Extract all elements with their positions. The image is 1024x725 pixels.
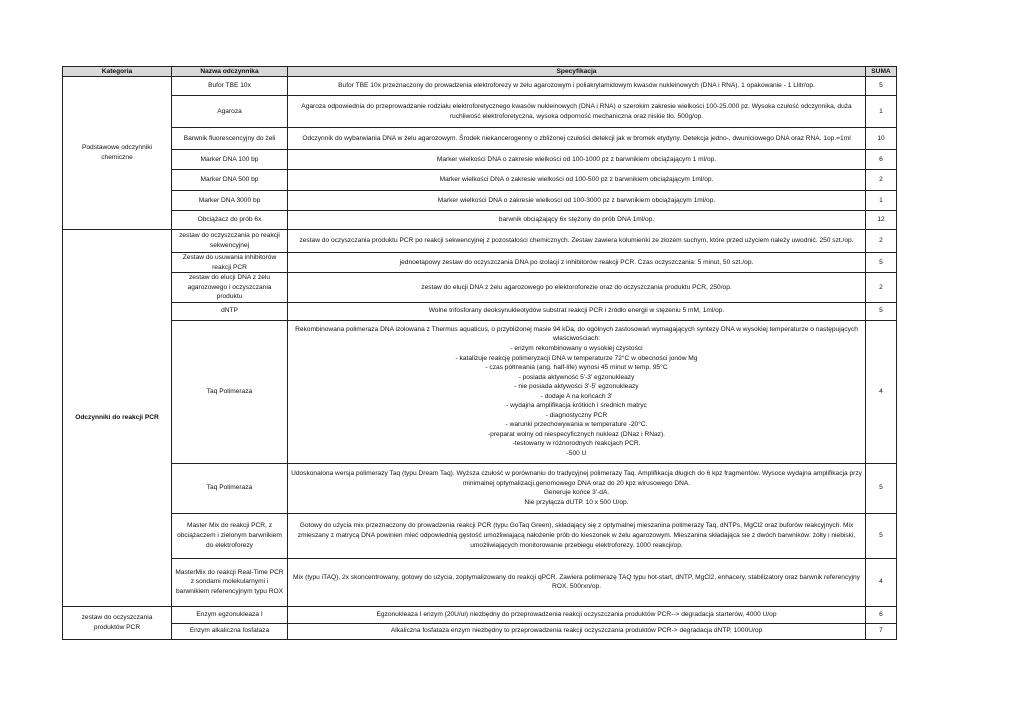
specification-cell: Udoskonalona wersja polimerazy Taq (typu Dream Taq). Wyższa czułość w porównaniu do tradycyjnej polimerazy Taq. Amplifikacja długich do 6 kpz fragmentów. Wysoce wydajna amplifikacja przy minimalnej optymalizacji.genomowego DNA oraz do 20 kpz wirusowego DNA. Generuje końce 3'-dA. Nie przyłącza dUTP. 10 x 500 U/op. — [288, 463, 866, 513]
reagent-name-cell: Marker DNA 500 bp — [172, 170, 288, 191]
quantity-cell: 10 — [866, 128, 897, 150]
category-cell: Podstawowe odczynniki chemiczne — [63, 77, 172, 230]
specification-cell: Bufor TBE 10x przeznaczony do prowadzenia elektroforezy w żelu agarozowym i poliakrylamidowym kwasów nukleinowych (DNA i RNA). 1 opakowanie - 1 Llitr/op. — [288, 77, 866, 96]
quantity-cell: 2 — [866, 273, 897, 303]
quantity-cell: 4 — [866, 320, 897, 463]
reagent-name-cell: dNTP — [172, 302, 288, 320]
quantity-cell: 12 — [866, 211, 897, 230]
quantity-cell: 5 — [866, 253, 897, 273]
quantity-cell: 5 — [866, 513, 897, 558]
specification-cell: Marker wielkości DNA o zakresie wielkości od 100-1000 pz z barwnikiem obciążającym 1 ml/op. — [288, 150, 866, 170]
table-row — [63, 623, 897, 639]
reagent-name-cell: zestaw do oczyszczania po reakcji sekwencyjnej — [172, 230, 288, 253]
header-spec: Specyfikacja — [288, 67, 866, 77]
reagent-name-cell: Barwnik fluorescencyjny do żeli — [172, 128, 288, 150]
table-row — [63, 606, 897, 623]
specification-cell: Mix (typu iTAQ), 2x skoncentrowany, gotowy do użycia, zoptymalizowany do reakcji qPCR. Zawiera polimerazę TAQ typu hot-start, dNTP, MgCl2, enhacery, stabilizatory oraz barwnik referencyjny ROX. 500rxn/op. — [288, 558, 866, 606]
quantity-cell: 1 — [866, 96, 897, 128]
quantity-cell: 6 — [866, 606, 897, 623]
quantity-cell: 2 — [866, 170, 897, 191]
reagent-name-cell: Enzym alkaliczna fosfataza — [172, 623, 288, 639]
table-row — [63, 77, 897, 96]
table-row — [63, 170, 897, 191]
header-sum: SUMA — [866, 67, 897, 77]
quantity-cell: 6 — [866, 150, 897, 170]
specification-cell: Egzonukleaza I enzym (20U/ul) niezbędny do przeprowadzenia reakcji oczyszczania produktów PCR--> degradacja starterów, 4000 U/op — [288, 606, 866, 623]
specification-cell: Gotowy do użycia mix przeznaczony do prowadzenia reakcji PCR (typu GoTaq Green), składający się z optymalnej mieszanina polimerazy Taq, dNTPs, MgCl2 oraz buforów reakcyjnych. Mix zmieszany z matrycą DNA powinien mieć odpowiednią gęstość umożliwiającą nałożenie prób do kieszonek w żelu agarozowym. Mieszanina składająca sie z dwóch barwników: żółty i niebiski, umożliwiających monitorowanie przebiegu elektroforezy. 1000 reakcji/op. — [288, 513, 866, 558]
quantity-cell: 5 — [866, 302, 897, 320]
header-name: Nazwa odczynnika — [172, 67, 288, 77]
quantity-cell: 2 — [866, 230, 897, 253]
table-row — [63, 558, 897, 606]
reagent-name-cell: MasterMix do reakcji Real-Time PCR z sondami molekularnymi i barwnikiem referencyjnym typu ROX — [172, 558, 288, 606]
reagent-table — [62, 66, 897, 640]
reagent-name-cell: Obciążacz do prób 6x — [172, 211, 288, 230]
category-cell: zestaw do oczyszczania produktów PCR — [63, 606, 172, 639]
table-row — [63, 463, 897, 513]
quantity-cell: 4 — [866, 558, 897, 606]
reagent-name-cell: Agaroza — [172, 96, 288, 128]
reagent-name-cell: zestaw do elucji DNA z żelu agarozowego i oczyszczania produktu — [172, 273, 288, 303]
table-row — [63, 230, 897, 253]
reagent-name-cell: Master Mix do reakcji PCR, z obciążaczem i zielonym barwnikiem do elektroforezy — [172, 513, 288, 558]
table-row — [63, 320, 897, 463]
specification-cell: Marker wielkości DNA o zakresie wielkości od 100-500 pz z barwnikiem obciążającym 1ml/op. — [288, 170, 866, 191]
specification-cell: Odczynnik do wybarwiania DNA w żelu agarozowym. Środek niekancerogenny o zbliżonej czułości detekcji jak w bromek etydyny. Detekcja jedno-, dwuniciowego DNA oraz RNA. 1op.=1ml — [288, 128, 866, 150]
quantity-cell: 5 — [866, 77, 897, 96]
reagent-name-cell: Taq Polimeraza — [172, 463, 288, 513]
specification-cell: Agaroza odpowiednia do przeprowadzanie rodziału elektroforetycznego kwasów nukleinowych (DNA i RNA) o szerokim zakresie wielkości 100-25.000 pz. Wysoka czułość odczynnika, duża ruchliwość elektroforetyczna, wysoka odporność mechaniczna oraz niskie tło. 500g/op. — [288, 96, 866, 128]
quantity-cell: 7 — [866, 623, 897, 639]
specification-cell: jednoetapowy zestaw do oczyszczania DNA po izolacji z inhibitorów reakcji PCR. Czas oczyszczania: 5 minut, 50 szt./op. — [288, 253, 866, 273]
category-cell: Odczynniki do reakcji PCR — [63, 230, 172, 607]
specification-cell: Alkaliczna fosfataza enzym niezbędny to przeprowadzenia reakcji oczyszczania produktów PCR-> degradacja dNTP, 1000U/op — [288, 623, 866, 639]
reagent-name-cell: Marker DNA 3000 bp — [172, 191, 288, 211]
table-header-row — [63, 67, 897, 77]
table-row — [63, 253, 897, 273]
table-row — [63, 302, 897, 320]
quantity-cell: 1 — [866, 191, 897, 211]
table-row — [63, 96, 897, 128]
reagent-name-cell: Taq Polimeraza — [172, 320, 288, 463]
table-row — [63, 128, 897, 150]
reagent-name-cell: Marker DNA 100 bp — [172, 150, 288, 170]
specification-cell: zestaw do elucji DNA z żelu agarozowego po elektoroforezie oraz do oczyszczania produktu PCR, 250/op. — [288, 273, 866, 303]
specification-cell: Marker wielkości DNA o zakresie wielkości od 100-3000 pz z barwnikiem obciążającym 1ml/op. — [288, 191, 866, 211]
table-row — [63, 191, 897, 211]
specification-cell: Rekombinowana polimeraza DNA izolowana z Thermus aquaticus, o przybliżonej masie 94 kDa, do ogólnych zastosowań wymagających syntezy DNA w wysokiej temperaturze o następujących właściwościach: - enzym rekombinowany o wysokiej czystości - katalizuje reakcję polimeryzacji DNA w temperaturze 72°C w obecności jonów Mg - czas półtrwania (ang. half-life) wynosi 45 minut w temp. 95°C - posiada aktywność 5'-3' egzonukleazy - nie posiada aktywości 3'-5' egzonukleazy - dodaje A na końcach 3' - wydajna amplifikacja krótkich i średnich matryc - diagnostyczny PCR - warunki przechowywania w temperature -20°C. -preparat wolny od niespecyficznych nukleaz (DNaz i RNaz). -testowany w różnorodnych reakcjach PCR. -500 U — [288, 320, 866, 463]
specification-cell: Wolne trifosforany deoksynukleotydów substrat reakcji PCR i źródło energii w stęzeniu 5 mM, 1ml/op. — [288, 302, 866, 320]
table-row — [63, 513, 897, 558]
reagent-name-cell: Bufor TBE 10x — [172, 77, 288, 96]
header-category: Kategoria — [63, 67, 172, 77]
table-body — [63, 77, 897, 640]
specification-cell: barwnik obciążający 6x stężony do prób DNA 1ml/op. — [288, 211, 866, 230]
table-row — [63, 211, 897, 230]
table-row — [63, 150, 897, 170]
specification-cell: zestaw do oczyszczania produktu PCR po reakcji sekwencyjnej z pozostałości chemicznych. Zestaw zawiera kolumienki ze złozem suchym, które przed użyciem należy uwodnić. 250 szt./op. — [288, 230, 866, 253]
quantity-cell: 5 — [866, 463, 897, 513]
reagent-name-cell: Enzym egzonukleaza I — [172, 606, 288, 623]
table-row — [63, 273, 897, 303]
reagent-name-cell: Zestaw do usuwania inhibitorów reakcji PCR — [172, 253, 288, 273]
